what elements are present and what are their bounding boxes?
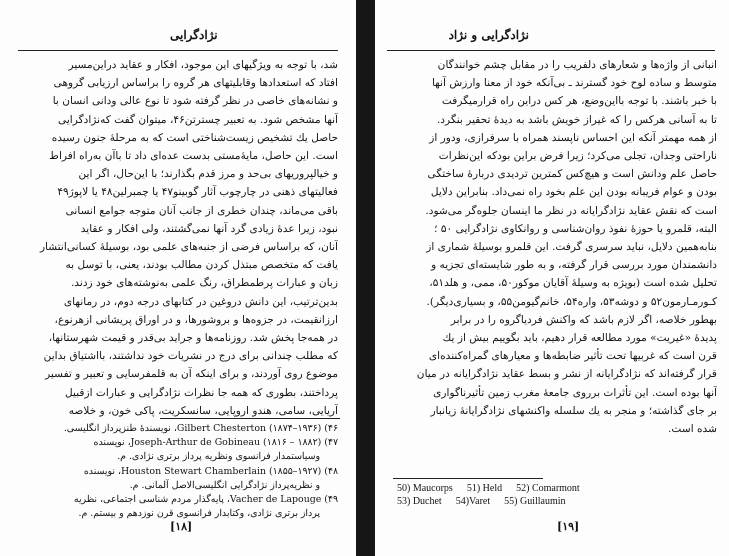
footnote-entry: 52) Comarmont [516,483,580,494]
footnote-line: ۴۸) Houston Stewart Chamberlain (۱۸۵۵–۱۹۲۷)، نویسنده [83,465,338,477]
text-line: بنابه‌همین دلایل، نباید سرسری گرفت. این قلمرو بوسیلهٔ شماری از [426,241,717,254]
body-text [387,56,717,438]
body-text [22,56,338,420]
footnote-line: پرداز برتری نژادی، وکتابدار فرانسوی قرن نوزدهم و بیستم. م. [78,508,320,520]
text-line: افتاد که استعدادها وقابلیتهای هر گروه را براساس ارزیابی گروهی [53,77,338,90]
footnote-entry: 55) Guillaumin [504,496,566,507]
text-line: آنها بوده است. این تأثرات برروی جامعهٔ مغرب زمین تأثیرناگواری [433,386,717,399]
footnote-entry: 50) Maucorps [397,483,453,494]
text-line: زبان و عبارات پرطمطراق، رنگ علمی به‌نوشته‌های خود زدند. [70,277,338,290]
text-line: متوسط و ساده لوح خود گسترند ـ بی‌آنکه خود از معنا وارزش آنها [431,77,717,90]
text-line: در همه‌جا پخش شد. روزنامه‌ها و جراید بی‌قدر و قیمت شهرستانها، [48,332,338,345]
text-line: بر جای گذاشته؛ و منجر به یك سلسله واکنشهای نژادگرایانهٔ زیانبار [430,404,717,417]
page-number: [۱۸] [170,520,193,533]
text-line: قرار گرفته‌اند که نژادگرایانه از نشر و بسط عقاید نژادگرایانه در میان [416,368,717,381]
text-line: دانشمندان مورد بررسی قرار گرفته، و به طور شایسته‌ای تجزیه و [431,259,717,272]
footnote-entry: 51) Held [466,483,503,494]
footnote-line: ۴۹) Vacher de Lapouge، پایه‌گذار مردم شناسی اجتماعی، نظریه‌ [73,494,338,506]
text-line: حاصل یك تشخیص زیست‌شناختی است که به مرحلهٔ جنون رسیده [51,131,338,144]
text-line: پدیدهٔ «غیریت» مورد مطالعه قرار دهیم، باید بگوییم بیش از یك [442,332,717,345]
text-line: بدین‌ترتیب، این دانش دروغین در کتابهای درجه دوم، در رمانهای [63,295,338,308]
text-line: و خیالپروریهای بی‌حد و مرز قدم بگذارند؛ با این‌حال، اگر این [78,168,338,181]
text-line: فعالیتهای ذهنی در چارچوب آثار گوبینو۴۷ یا چمبرلین۴۸ یا لاپوژ۴۹ [57,186,338,199]
text-line: که مطلب چندانی برای درج در نشریات خود نداشتند، بااشتیاق بداین [43,350,338,363]
footnotes [16,422,338,521]
footnote-rule [160,418,340,419]
text-line: یافت که متخصص مبتذل کردن مطالب بودند، یعنی، با توسل به [65,259,338,272]
text-line: است. این حاصل، مایهٔ‌مستی بدست عده‌ای داد تا باآن به‌راه افراط [49,150,338,163]
footnote-line: وسیاستمدار فرانسوی ونظریه‌ پرداز برتری نژادی. م. [117,451,320,463]
text-line: آنان، که براساس فرضی از جنبه‌های علمی بود، بوسیلهٔ کسانی‌انتشار [39,241,338,254]
text-line: بهطور خلاصه، اگر لازم باشد که واکنش فردیاگروه را در برابر [450,313,717,326]
text-line: پرداختند، بطوری که همه جا نظرات نژادگرایی و عبارات ازقبیل [65,386,338,399]
book-gutter [356,0,375,556]
text-line: باقی می‌ماند، چندان خطری از جانب آنان متوجه جوامع انسانی [65,204,338,217]
footnote-line: ۴۷) Joseph-Arthur de Gobineau (۱۸۱۶ – ۱۸۸۲)، نویسنده [93,437,338,449]
footnotes [397,482,627,508]
text-line: و نشانه‌های خاصی در نظر گرفته شود تا نوع عالی ودانی انسان با [52,95,338,108]
text-line: آریایی، سامی، هندو اروپایی، سانسکریت، پاکی خون، و خلاصه [68,404,338,417]
text-line: بودن و عوام فریبانه بودن این علم بخود راه نمی‌داد. بنابراین دلایل [430,186,717,199]
text-line: کـورمـارمون۵۲ و دوشه۵۳، واره۵۴، خانم‌گیومن۵۵، و بسیاری‌دیگر). [426,295,717,308]
left-page [0,0,356,556]
text-line: است که نقش عقاید نژادگرایانه در نظر ما اینسان جلوه‌گر می‌شود. [425,204,717,217]
footnote-row [397,482,627,495]
footnote-entry: 53) Duchet [397,496,442,507]
text-line: انبانی از واژه‌ها و شعارهای دلفریب را در مقابل چشم خوانندگان [437,59,717,71]
text-line: تحلیل شده است (بویژه به وسیلهٔ آقایان موکور۵۰، ممی، و هلد۵۱، [429,277,717,290]
footnote-line: ۴۶) Gilbert Chesterton (۱۸۷۴–۱۹۳۶)، نویسندهٔ طنزپرداز انگلیسی. [63,423,338,434]
footnote-row [397,495,627,508]
text-line: آنها مشخص شود. به تعبیر چسترتن۴۶، میتوان گفت که‌نژادگرایی [58,113,338,126]
text-line: تا به آسانی هرکس را که غیراز خویش باشد به دیدهٔ تحقیر بنگرد. [436,113,717,126]
running-header: نژادگرایی و نژاد [448,28,529,42]
text-line: قرن است که غربیها تحت تأثیر ضابطه‌ها و معیارهای گمراه‌کننده‌ای [428,350,717,363]
header-rule [18,50,338,51]
text-line: نبود، زیرا عدهٔ زیادی گرد آنها نمی‌گشتند، ولی افکار و عقاید [80,222,338,235]
footnote-entry: 54)Varet [455,496,491,507]
text-line: ارزانقیمت، در جزوه‌ها و بروشورها، و در اوراق پریشانی ازهرنوع، [54,313,338,326]
footnote-line: و نظریه‌پرداز نژادگرایی انگلیسی‌الاصل آلمانی. م. [129,479,320,491]
text-line: البته، قلمرو یا حوزهٔ نفوذ روان‌شناسی و روانکاوی نژادگرایی ۵۰ ؛ [434,222,717,235]
page-number: [۱۹] [557,520,580,533]
text-line: شد، با توجه به ویژگیهای این موجود، افکار و عقاید دراین‌مسیر [68,59,338,71]
text-line: از همه مهمتر آنکه این احساس ناپسند همراه با سرفرازی، ودور از [429,131,717,144]
right-page [375,0,729,556]
header-rule [387,50,715,51]
running-header: نژادگرایی [170,28,218,42]
text-line: موضوع روی آوردند، و برای اینکه آن به قلمفرسایی و تعبیر و تفسیر [45,368,338,381]
text-line: با خبر باشند. با توجه بااین‌وضع، هر کس دراین راه قرارمیگرفت [441,95,717,108]
footnote-rule [393,478,543,479]
text-line: شده است. [668,423,717,436]
text-line: حاصل علم ودانش است و هیچ‌کس کمترین تردیدی دربارهٔ ساختگی [427,168,717,181]
text-line: ناراحتی وجدان، تجلی می‌کرد؛ زیرا فرض براین بودکه این‌نظرات [438,150,717,163]
